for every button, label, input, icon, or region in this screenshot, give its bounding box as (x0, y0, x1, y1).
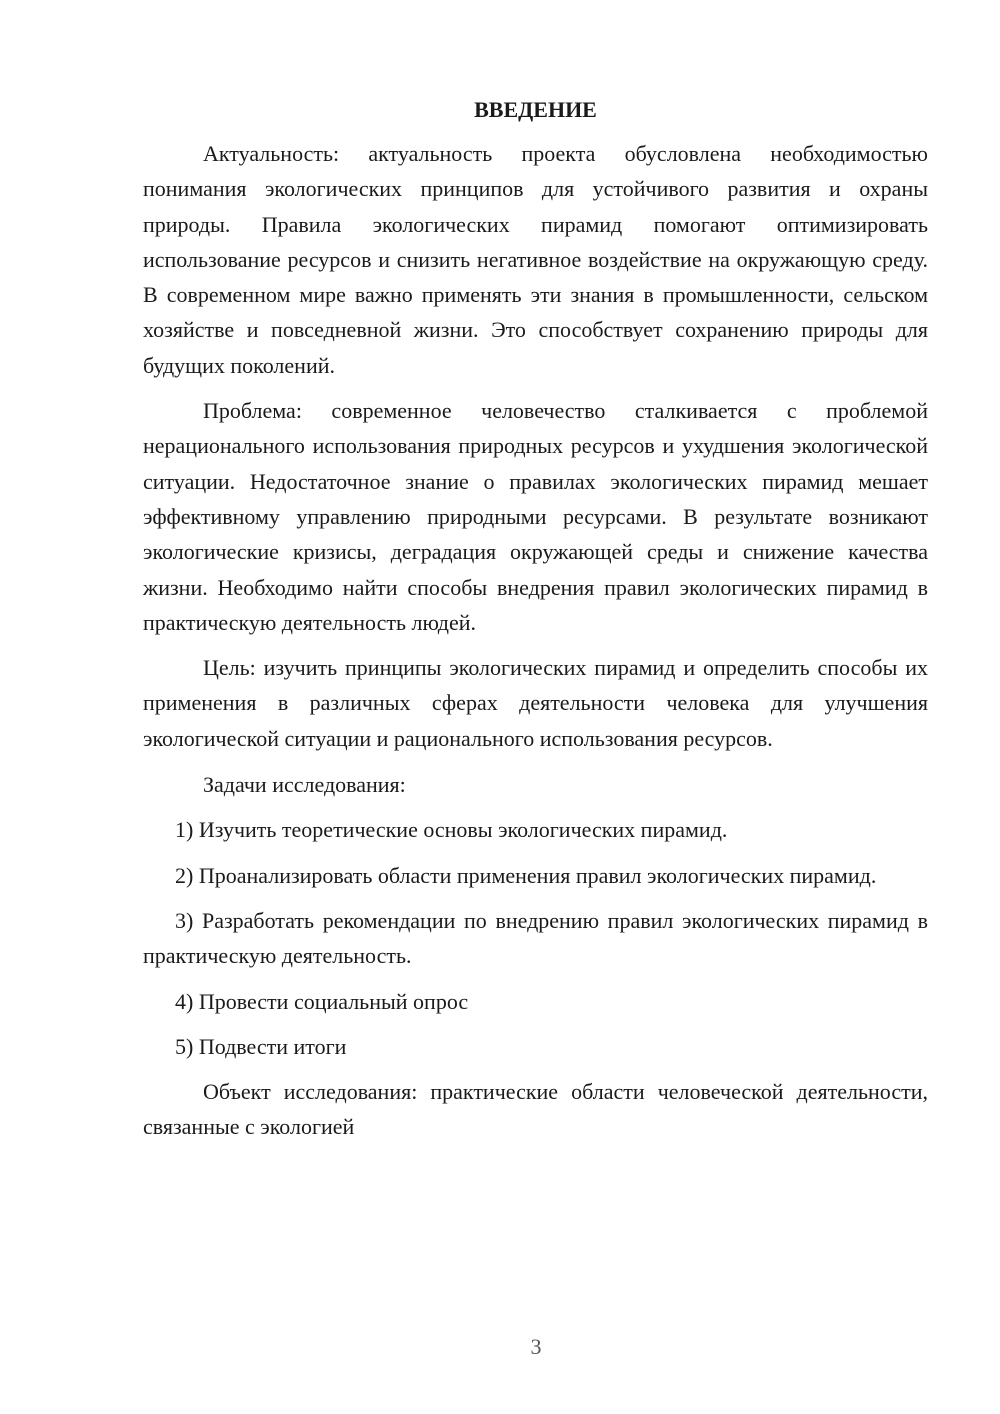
paragraph-problem: Проблема: современное человечество сталкивается с проблемой нерационального использования природных ресурсов и ухудшения экологической ситуации. Недостаточное знание о правилах экологических пирамид мешает эффективному управлению природными ресурсами. В результате возникают экологические кризисы, деградация окружающей среды и снижение качества жизни. Необходимо найти способы внедрения правил экологических пирамид в практическую деятельность людей. (143, 398, 928, 635)
task-item-1: 1) Изучить теоретические основы экологических пирамид. (175, 817, 728, 843)
tasks-heading: Задачи исследования: (203, 772, 406, 798)
task-item-4: 4) Провести социальный опрос (175, 988, 469, 1014)
paragraph-object: Объект исследования: практические области человеческой деятельности, связанные с экологией (143, 1079, 928, 1140)
paragraph-goal: Цель: изучить принципы экологических пирамид и определить способы их применения в различных сферах деятельности человека для улучшения экологической ситуации и рационального использования ресурсов. (143, 655, 928, 751)
task-item-2: 2) Проанализировать области применения правил экологических пирамид. (175, 862, 877, 888)
page-title: ВВЕДЕНИЕ (474, 97, 597, 122)
page-content (143, 92, 928, 1145)
task-item-5: 5) Подвести итоги (175, 1033, 347, 1059)
task-item-3: 3) Разработать рекомендации по внедрению правил экологических пирамид в практическую деятельность. (143, 907, 928, 969)
page-number: 3 (530, 1334, 542, 1359)
paragraph-relevance: Актуальность: актуальность проекта обусловлена необходимостью понимания экологических принципов для устойчивого развития и охраны природы. Правила экологических пирамид помогают оптимизировать использование ресурсов и снизить негативное воздействие на окружающую среду. В современном мире важно применять эти знания в промышленности, сельском хозяйстве и повседневной жизни. Это способствует сохранению природы для будущих поколений. (143, 141, 928, 378)
